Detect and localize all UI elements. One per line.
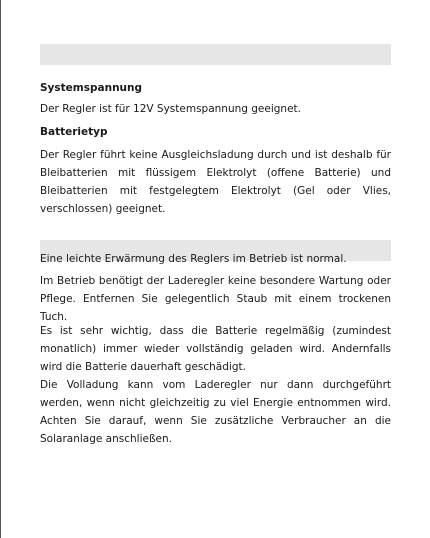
- section-header-bar: [40, 44, 391, 65]
- paragraph-full-charge: Die Volladung kann vom Laderegler nur dann durchgeführt werden, wenn nicht gleichzeitig zu viel Energie entnommen wird. Achten Sie darauf, wenn Sie zusätzliche Verbraucher an die Solaranlage anschließen.: [40, 379, 391, 445]
- paragraph-battery-type: Der Regler führt keine Ausgleichsladung durch und ist deshalb für Bleibatterien mit flüssigem Elektrolyt (offene Batterie) und Bleibatterien mit festgelegtem Elektrolyt (Gel oder Vlies, verschlossen) geeignet.: [40, 149, 391, 215]
- paragraph-charging: Es ist sehr wichtig, dass die Batterie regelmäßig (zumindest monatlich) immer wieder vollständig geladen wird. Andernfalls wird die Batterie dauerhaft geschädigt.: [40, 325, 391, 373]
- page-left-border: [0, 0, 1, 538]
- paragraph-system-voltage: Der Regler ist für 12V Systemspannung geeignet.: [40, 103, 301, 115]
- paragraph-maintenance: Im Betrieb benötigt der Laderegler keine besondere Wartung oder Pflege. Entfernen Sie gelegentlich Staub mit einem trockenen Tuch.: [40, 275, 391, 323]
- heading-system-voltage: Systemspannung: [40, 82, 143, 94]
- heading-battery-type: Batterietyp: [40, 126, 108, 138]
- paragraph-warming: Eine leichte Erwärmung des Reglers im Betrieb ist normal.: [40, 253, 347, 265]
